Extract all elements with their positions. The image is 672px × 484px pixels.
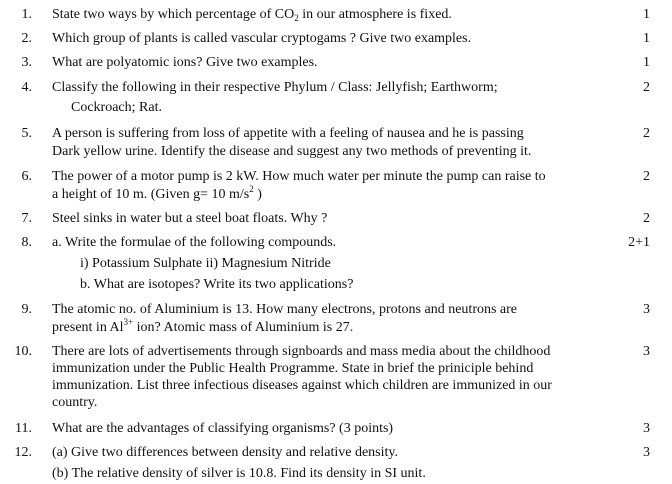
question-number: 8.: [21, 235, 32, 250]
question-text-continued: immunization under the Public Health Programme. State in brief the priniciple behind: [52, 361, 534, 376]
question-marks: 2: [643, 126, 650, 141]
question-text: What are the advantages of classifying organisms? (3 points): [52, 421, 394, 436]
question-text-continued: Cockroach; Rat.: [71, 100, 162, 115]
question-number: 7.: [21, 211, 32, 226]
question-text-continued: immunization. List three infectious diseases against which children are immunized in our: [52, 378, 552, 393]
question-number: 4.: [21, 80, 32, 95]
question-subpart: i) Potassium Sulphate ii) Magnesium Nitride: [80, 256, 331, 271]
question-number: 6.: [21, 169, 32, 184]
question-text-continued: Dark yellow urine. Identify the disease and suggest any two methods of preventing it.: [52, 144, 532, 159]
question-number: 12.: [14, 445, 32, 460]
question-text: Which group of plants is called vascular cryptogams ? Give two examples.: [52, 31, 472, 46]
question-subpart: (b) The relative density of silver is 10.8. Find its density in SI unit.: [52, 466, 426, 481]
question-marks: 2+1: [628, 235, 650, 250]
question-text: There are lots of advertisements through signboards and mass media about the childhood: [52, 344, 551, 359]
question-text: The atomic no. of Aluminium is 13. How many electrons, protons and neutrons are: [52, 302, 518, 317]
question-number: 10.: [14, 344, 32, 359]
question-number: 1.: [21, 7, 32, 22]
question-number: 2.: [21, 31, 32, 46]
question-marks: 1: [643, 7, 650, 22]
question-text: State two ways by which percentage of $CO_2$ in our atmosphere is fixed.: [52, 7, 452, 23]
question-text: Classify the following in their respective Phylum / Class: Jellyfish; Earthworm;: [52, 80, 498, 95]
question-number: 3.: [21, 55, 32, 70]
question-marks: 1: [643, 55, 650, 70]
question-marks: 1: [643, 31, 650, 46]
question-text: The power of a motor pump is 2 kW. How much water per minute the pump can raise to: [52, 169, 546, 184]
question-marks: 3: [643, 445, 650, 460]
question-text-continued: present in $Al^{3+}$ ion? Atomic mass of Aluminium is 27.: [52, 317, 354, 335]
question-number: 5.: [21, 126, 32, 141]
question-text: A person is suffering from loss of appetite with a feeling of nausea and he is passing: [52, 126, 524, 141]
question-text: a. Write the formulae of the following compounds.: [52, 235, 337, 250]
question-text: (a) Give two differences between density and relative density.: [52, 445, 398, 460]
question-marks: 3: [643, 421, 650, 436]
question-marks: 2: [643, 169, 650, 184]
question-marks: 2: [643, 80, 650, 95]
question-marks: 3: [643, 344, 650, 359]
question-text-continued: country.: [52, 395, 98, 410]
question-text: What are polyatomic ions? Give two examples.: [52, 55, 318, 70]
question-text-continued: a height of 10 m. (Given g= 10 $m/s^2$ ): [52, 184, 262, 202]
question-text: Steel sinks in water but a steel boat floats. Why ?: [52, 211, 328, 226]
question-number: 11.: [15, 421, 32, 436]
question-marks: 2: [643, 211, 650, 226]
question-number: 9.: [21, 302, 32, 317]
question-subpart: b. What are isotopes? Write its two applications?: [80, 277, 354, 292]
question-marks: 3: [643, 302, 650, 317]
